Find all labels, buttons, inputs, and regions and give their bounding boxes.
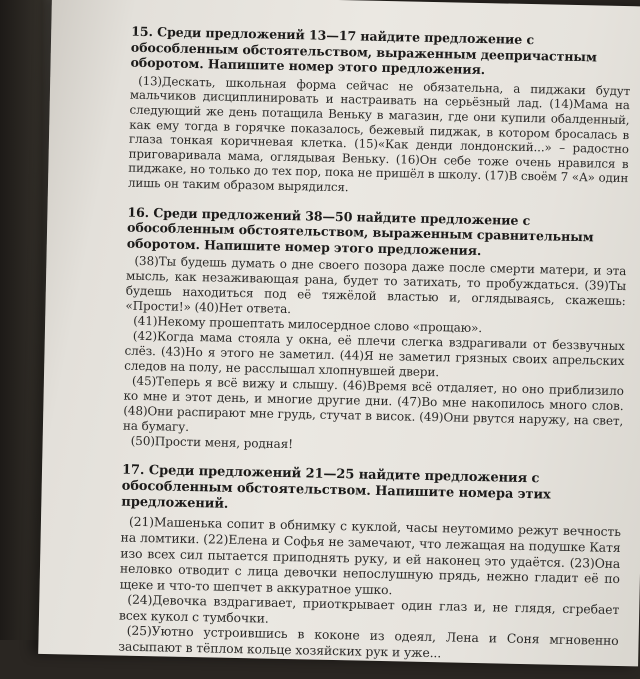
task-15 bbox=[128, 24, 631, 201]
task-title: 15. Среди предложений 13—17 найдите предложение с обособленным обстоятельством, выраженным деепричастным оборотом. Напишите номер этого предложения. bbox=[130, 23, 597, 78]
task-paragraph: (42)Когда мама стояла у окна, её плечи слегка вздрагивали от беззвучных слёз. (43)Но я этого не заметил. (44)Я не заметил грязных своих апрельских следов на полу, не расслышал хлопнувшей двери. bbox=[124, 329, 625, 380]
task-paragraph: (45)Теперь я всё вижу и слышу. (46)Время всё отдаляет, но оно приблизило ко мне и этот день, и многие другие дни. (47)Во мне накопилось много слов. (48)Они распирают мне грудь, стучат в висок. (49)Они рвутся наружу, на свет, на бумагу. bbox=[122, 374, 624, 435]
task-paragraph: (13)Дескать, школьная форма сейчас не обязательна, а пиджаки будут мальчиков дисциплинировать и настраивать на серьёзный лад. (14)Мама на следующий же день потащила Веньку в магазин, где они купили обалденный, как ему тогда в горячке показалось, бежевый пиджак, в котором бросалась в глаза тонкая коричневая клетка. (15)«Как денди лондонский...» – радостно приговаривала мама, оглядывая Веньку. (16)Он себе тоже очень нравился в пиджаке, но только до тех пор, пока не пришёл в школу. (17)В своём 7 «А» один лишь он таким образом вырядился. bbox=[127, 73, 631, 195]
page-content bbox=[118, 24, 631, 679]
task-paragraph: (24)Девочка вздрагивает, приоткрывает один глаз и, не глядя, сгребает всех кукол с тумбочки. bbox=[118, 591, 620, 626]
task-title: 17. Среди предложений 21—25 найдите предложения с обособленным обстоятельством. Напишите номера этих предложений. bbox=[121, 462, 551, 513]
task-paragraph: (38)Ты будешь думать о дне своего позора даже после смерти матери, и эта мысль, как незаживающая рана, будет то затихать, то пробуждаться. (39)Ты будешь находиться под её тяжёлой властью и, оглядываясь, скажешь: «Прости!» (40)Нет ответа. bbox=[125, 254, 627, 317]
task-paragraph: (25)Уютно устроившись в коконе из одеял, Лена и Соня мгновенно засыпают в тёплом кольце хозяйских рук и уже... bbox=[118, 623, 619, 661]
task-16 bbox=[122, 204, 627, 459]
paper-sheet bbox=[38, 0, 640, 666]
task-paragraph: (41)Некому прошептать милосердное слово «прощаю». bbox=[133, 314, 483, 336]
task-title: 16. Среди предложений 38—50 найдите предложение с обособленным обстоятельством, выраженным сравнительным оборотом. Напишите номер этого предложения. bbox=[126, 204, 594, 258]
task-paragraph: (50)Прости меня, родная! bbox=[130, 434, 294, 452]
task-paragraph: (21)Машенька сопит в обнимку с куклой, часы неутомимо режут вечность на ломтики. (22)Елена и Софья не замечают, что лежащая на подушке Катя изо всех сил пытается приподнять руку, и ей наконец это удаётся. (23)Она неловко отводит с лица девочки непослушную прядь, нежно гладит её по щеке и что-то шепчет в аккуратное ушко. bbox=[119, 514, 622, 597]
task-17 bbox=[118, 463, 622, 665]
